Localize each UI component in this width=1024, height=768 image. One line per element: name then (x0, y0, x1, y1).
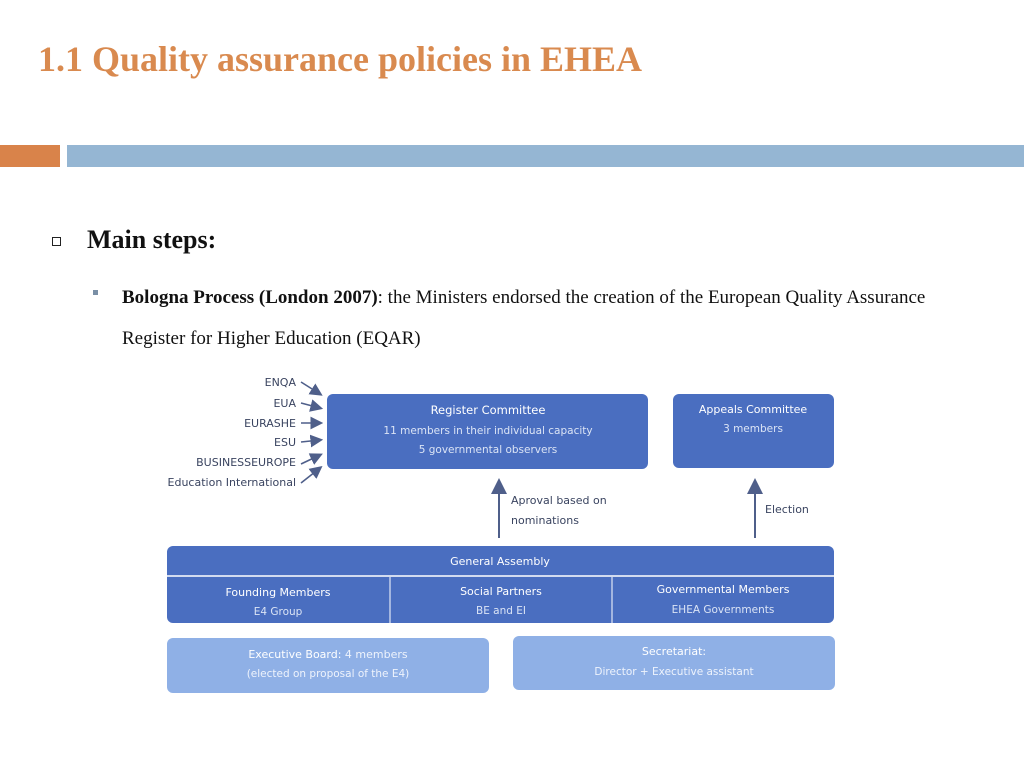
general-assembly-title: General Assembly (450, 555, 550, 568)
governmental-members-title: Governmental Members (656, 583, 790, 596)
founding-members-title: Founding Members (225, 586, 331, 599)
register-committee-line1: 11 members in their individual capacity (383, 425, 593, 437)
member-label-businesseurope: BUSINESSEUROPE (196, 456, 296, 469)
governmental-members-sub: EHEA Governments (671, 604, 775, 616)
election-label: Election (765, 503, 809, 516)
executive-board-sub: (elected on proposal of the E4) (246, 668, 410, 680)
social-partners-sub: BE and EI (476, 605, 526, 617)
founding-members-sub: E4 Group (253, 606, 303, 618)
social-partners-title: Social Partners (460, 585, 542, 598)
slide-title: 1.1 Quality assurance policies in EHEA (38, 39, 643, 79)
member-label-eurashe: EURASHE (244, 417, 296, 430)
section-heading: Main steps: (87, 225, 217, 254)
executive-board-title-bold: Executive Board: (248, 648, 342, 661)
member-label-eua: EUA (273, 397, 296, 410)
executive-board-title (248, 648, 408, 661)
secretariat-sub: Director + Executive assistant (594, 666, 754, 678)
arrow-education-international (301, 468, 320, 483)
register-committee-title: Register Committee (430, 403, 546, 417)
executive-board-box (167, 638, 489, 693)
member-label-enqa: ENQA (264, 376, 296, 389)
arrow-enqa (301, 382, 320, 394)
approval-label-line2: nominations (511, 514, 579, 527)
approval-label-line1: Aproval based on (511, 494, 607, 507)
appeals-committee-title: Appeals Committee (698, 403, 808, 416)
arrow-businesseurope (301, 455, 320, 464)
bullet-bold-text: Bologna Process (London 2007) (122, 287, 378, 308)
arrow-eua (301, 403, 320, 408)
member-label-education-international: Education International (167, 476, 296, 489)
secretariat-title: Secretariat: (641, 645, 707, 658)
executive-board-title-suffix: 4 members (341, 648, 408, 661)
register-committee-line2: 5 governmental observers (418, 444, 558, 456)
appeals-committee-line1: 3 members (723, 423, 783, 435)
bullet-body-text: : the Ministers endorsed the creation of the European Quality Assurance Register for Higher Education (EQAR) (122, 287, 926, 349)
arrow-esu (301, 440, 320, 442)
member-label-esu: ESU (274, 436, 296, 449)
